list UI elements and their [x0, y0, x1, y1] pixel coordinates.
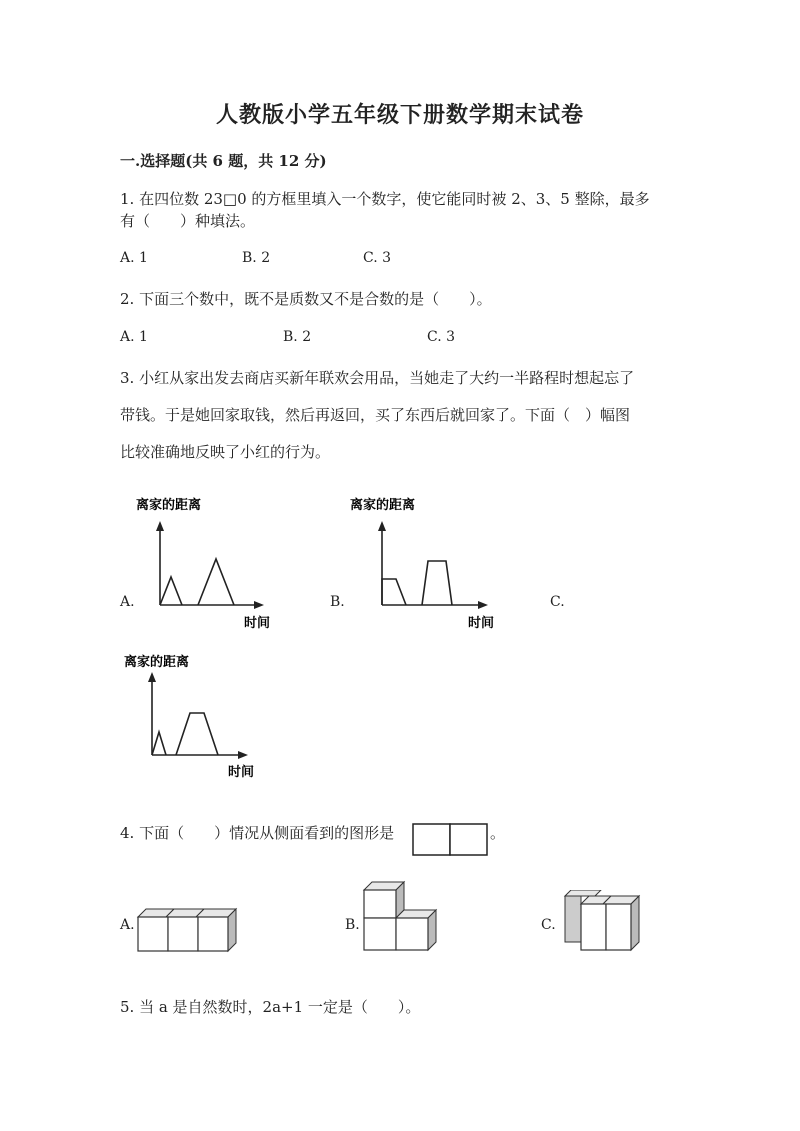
q2-option-b[interactable]: B. 2: [283, 329, 312, 345]
graph-c-ylabel: 离家的距离: [124, 655, 190, 670]
graph-a-ylabel: 离家的距离: [136, 498, 202, 513]
graph-b-trip-1: [382, 579, 406, 605]
graph-c-trip-1: [152, 732, 166, 755]
graph-c-trip-2: [176, 713, 218, 755]
q1-option-c[interactable]: C. 3: [363, 250, 392, 266]
question-2: 2. 下面三个数中，既不是质数又不是合数的是（ ）。: [120, 290, 492, 308]
question-3-line-1: 3. 小红从家出发去商店买新年联欢会用品，当她走了大约一半路程时想起忘了: [120, 369, 635, 387]
q2-option-a[interactable]: A. 1: [120, 329, 148, 345]
cubes-figure-c: [561, 890, 643, 952]
question-3-line-2: 带钱。于是她回家取钱，然后再返回，买了东西后就回家了。下面（ ）幅图: [120, 406, 631, 424]
question-1-line-1: 1. 在四位数 23□0 的方框里填入一个数字，使它能同时被 2、3、5 整除，最多: [120, 190, 650, 208]
cubes-figure-a: [136, 905, 242, 953]
page-title: 人教版小学五年级下册数学期末试卷: [215, 102, 584, 128]
graph-a: [132, 493, 282, 633]
question-4: 4. 下面（ ）情况从侧面看到的图形是: [120, 824, 395, 842]
question-3-line-3: 比较准确地反映了小红的行为。: [120, 443, 331, 461]
question-1-line-2: 有（ ）种填法。: [120, 212, 256, 230]
q3-option-c[interactable]: C.: [550, 594, 565, 610]
graph-a-trip-1: [160, 577, 182, 605]
graph-a-xlabel: 时间: [244, 616, 271, 631]
graph-c: [120, 650, 270, 785]
q4-option-c[interactable]: C.: [541, 917, 556, 933]
section-heading: 一.选择题(共 6 题，共 12 分): [120, 152, 327, 170]
graph-b-ylabel: 离家的距离: [350, 498, 416, 513]
cubes-figure-b: [362, 880, 440, 952]
graph-b-trip-2: [422, 561, 452, 605]
q1-option-a[interactable]: A. 1: [120, 250, 148, 266]
q4-option-b[interactable]: B.: [345, 917, 360, 933]
question-5: 5. 当 a 是自然数时，2a+1 一定是（ ）。: [120, 998, 421, 1016]
graph-c-xlabel: 时间: [228, 765, 255, 780]
graph-b-xlabel: 时间: [468, 616, 495, 631]
side-view-figure: [412, 823, 488, 857]
graph-b: [350, 493, 500, 633]
q3-option-a[interactable]: A.: [120, 594, 135, 610]
q3-option-b[interactable]: B.: [330, 594, 345, 610]
question-4-end: 。: [490, 824, 506, 842]
q4-option-a[interactable]: A.: [120, 917, 135, 933]
q2-option-c[interactable]: C. 3: [427, 329, 456, 345]
graph-a-trip-2: [198, 559, 234, 605]
q1-option-b[interactable]: B. 2: [242, 250, 271, 266]
